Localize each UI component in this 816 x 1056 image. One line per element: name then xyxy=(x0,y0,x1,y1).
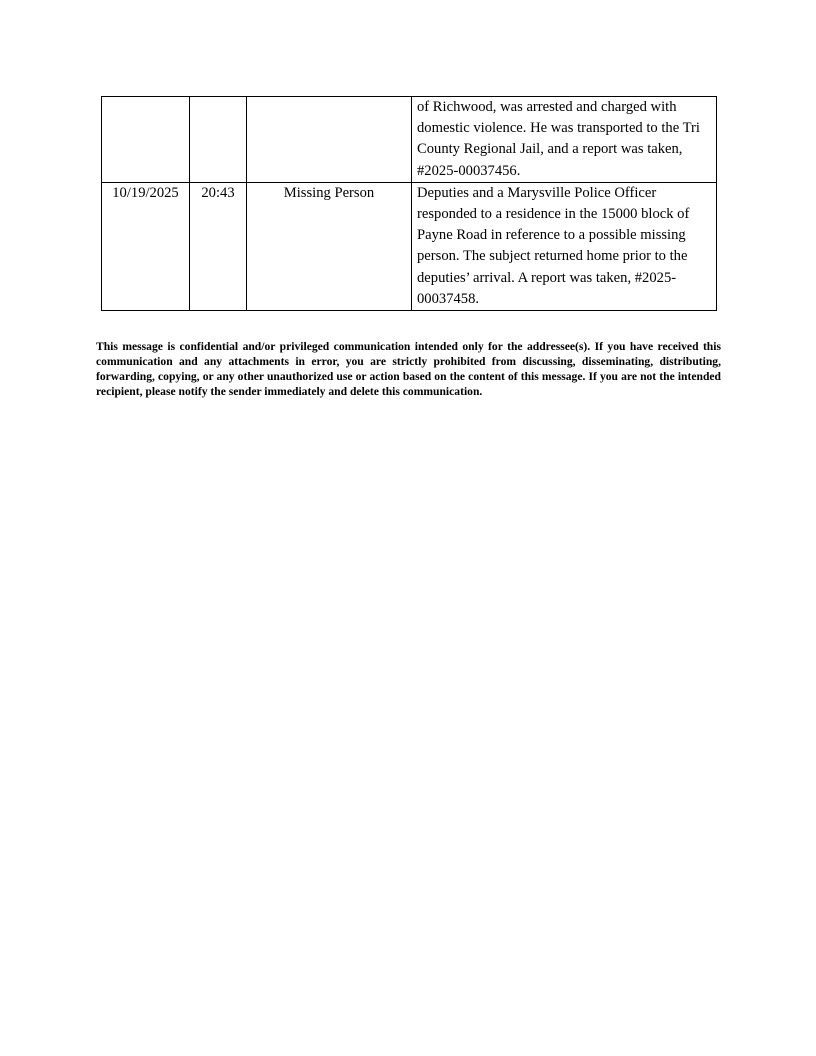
table-row xyxy=(102,97,717,183)
incident-date xyxy=(102,97,190,183)
incident-type xyxy=(247,97,412,183)
incident-date: 10/19/2025 xyxy=(102,182,190,310)
confidentiality-notice: This message is confidential and/or privileged communication intended only for the addressee(s). If you have received this communication and any attachments in error, you are strictly prohibited from discussing, disseminating, distributing, forwarding, copying, or any other unauthorized use or action based on the content of this message. If you are not the intended recipient, please notify the sender immediately and delete this communication. xyxy=(96,339,721,399)
incident-time: 20:43 xyxy=(190,182,247,310)
table-row xyxy=(102,182,717,310)
incident-time xyxy=(190,97,247,183)
incident-description: Deputies and a Marysville Police Officer responded to a residence in the 15000 block of Payne Road in reference to a possible missing person. The subject returned home prior to the deputies’ arrival. A report was taken, #2025-00037458. xyxy=(412,182,717,310)
incident-description: of Richwood, was arrested and charged with domestic violence. He was transported to the Tri County Regional Jail, and a report was taken, #2025-00037456. xyxy=(412,97,717,183)
incident-log-table xyxy=(101,96,717,311)
incident-type: Missing Person xyxy=(247,182,412,310)
